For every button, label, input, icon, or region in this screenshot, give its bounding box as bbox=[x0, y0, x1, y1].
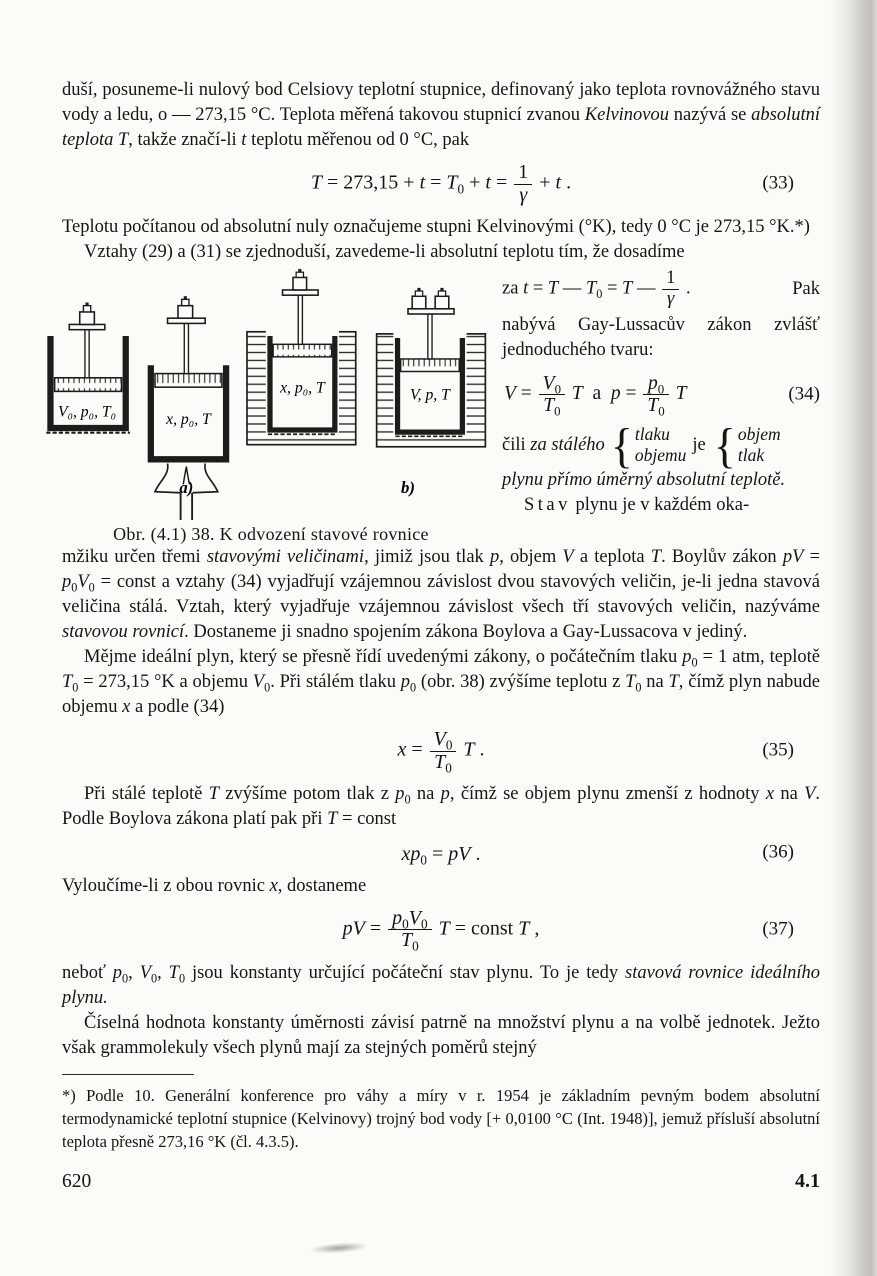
equation-35-body: x = $\frac{V_0}{T_0}$ T . bbox=[397, 728, 485, 776]
page-footer bbox=[62, 1170, 820, 1193]
brace-word-tlak: tlak bbox=[737, 445, 765, 466]
paragraph-state-quantities: mžiku určen třemi stavovými veličinami, jimiž jsou tlak p, objem V a teplota T. Boylův zákon pV = $p_0V_0$ = const a vztahy (34) vyjadřují vzájemnou závislost dvou stavových veličin, je-li jedna stavová veličina stálá. Vztah, který vyjadřuje vzájemnou závislost všech tří stavových veličin, nazýváme stavovou rovnicí. Dostaneme ji snadno spojením zákona Boylova a Gay-Lussacova v jediný. bbox=[62, 547, 821, 643]
paragraph-vztahy: Vztahy (29) a (31) se zjednoduší, zavedeme-li absolutní teplotu tím, že dosadíme bbox=[84, 242, 685, 263]
substitution-formula: za t = T — $T_0 = T$ — $\frac{1}{\gamma}$ . bbox=[502, 268, 691, 310]
cylinder-final-state-icon bbox=[377, 288, 486, 447]
cylinder-insulated-expanded-icon bbox=[247, 269, 356, 445]
substitution-pak: Pak bbox=[792, 279, 820, 300]
equation-33-number: (33) bbox=[762, 172, 794, 194]
equation-37 bbox=[62, 908, 820, 952]
figure-and-sidetext-row bbox=[40, 269, 820, 545]
brace-statement-tail: plynu přímo úměrný absolutní teplotě. bbox=[502, 470, 786, 491]
brace-pre-text: čili za stálého bbox=[502, 434, 605, 455]
equation-33-body: $T = 273,15 + t = T_0 + t$ = $\frac{1}{\gamma}$ + t . bbox=[310, 161, 572, 206]
scan-edge-shadow bbox=[829, 0, 877, 1276]
equation-34 bbox=[504, 373, 820, 419]
right-brace-glyph: { bbox=[713, 418, 736, 472]
equation-36-body: $xp_0$ = pV . bbox=[401, 842, 481, 868]
section-number: 4.1 bbox=[795, 1169, 820, 1192]
side-column bbox=[502, 269, 820, 518]
equation-33 bbox=[62, 162, 820, 206]
page-number: 620 bbox=[62, 1170, 92, 1192]
paragraph-intro: duší, posuneme-li nulový bod Celsiovy teplotní stupnice, definovaný jako teplota rovnovážného stavu vody a ledu, o — 273,15 °C. Teplota měřená takovou stupnicí zvanou Kelvinovou nazývá se absolutní teplota T, takže značí-li t teplotu měřenou od 0 °C, pak bbox=[62, 80, 820, 150]
footnote-divider bbox=[62, 1074, 194, 1075]
equation-36-number: (36) bbox=[762, 841, 794, 863]
brace-statement bbox=[502, 418, 820, 472]
paragraph-boyle: Při stálé teplotě T zvýšíme potom tlak z $p_0$ na p, čímž se objem plynu zmenší z hodnoty x na V. Podle Boylova zákona platí pak při T = const bbox=[62, 784, 820, 830]
cylinder-initial-state-icon bbox=[46, 303, 130, 433]
gay-lussac-intro: nabývá Gay-Lussacův zákon zvlášť jednoduchého tvaru: bbox=[502, 315, 820, 361]
equation-35 bbox=[62, 728, 820, 776]
equation-35-number: (35) bbox=[762, 739, 794, 761]
left-brace-glyph: { bbox=[610, 418, 633, 472]
brace-word-objem: objem bbox=[737, 424, 781, 445]
figure-part-b-label: b) bbox=[401, 477, 415, 497]
brace-word-objemu: objemu bbox=[634, 445, 687, 466]
stav-plynu-line: Stav plynu je v každém oka- bbox=[524, 495, 750, 516]
figure-part-a-label: a) bbox=[179, 477, 194, 497]
paragraph-eliminate-x: Vyloučíme-li z obou rovnic x, dostaneme bbox=[62, 875, 367, 896]
footnote-text: *) Podle 10. Generální konference pro váhy a míry v r. 1954 je základním pevným bodem absolutní termodynamické teplotní stupnice (Kelvinovy) trojný bod vody [+ 0,0100 °C (Int. 1948)], jemuž přísluší absolutní teplota přesně 273,16 °K (čl. 4.3.5). bbox=[62, 1085, 820, 1151]
cylinder1-label: V₀, p₀, T₀ bbox=[57, 403, 117, 421]
equation-34-body: V = $\frac{V_0}{T_0}$ T a p = $\frac{p_0}{T_0}$ T bbox=[504, 373, 687, 419]
gas-cylinders-illustration bbox=[40, 269, 500, 520]
figure-caption: Obr. (4.1) 38. K odvození stavové rovnice bbox=[113, 524, 429, 545]
figure-38 bbox=[40, 269, 502, 545]
brace-mid-text: je bbox=[692, 434, 706, 455]
equation-37-number: (37) bbox=[762, 918, 794, 940]
paragraph-constant: Číselná hodnota konstanty úměrnosti závisí patrně na množství plynu a na volbě jednotek. Ježto však grammolekuly všech plynů mají za stejných poměrů stejný bbox=[62, 1012, 820, 1058]
equation-36 bbox=[62, 841, 820, 868]
paragraph-state-equation: neboť $p_0$, $V_0$, $T_0$ jsou konstanty určující počáteční stav plynu. To je tedy stavová rovnice ideálního plynu. bbox=[62, 962, 821, 1008]
cylinder2-label: x, p₀, T bbox=[166, 410, 211, 428]
paragraph-kelvin: Teplotu počítanou od absolutní nuly označujeme stupni Kelvinovými (°K), tedy 0 °C je 273,15 °K.*) bbox=[62, 217, 810, 238]
equation-34-number: (34) bbox=[788, 383, 820, 405]
scan-smudge-mark bbox=[310, 1241, 369, 1255]
brace-word-tlaku: tlaku bbox=[634, 424, 670, 445]
substitution-line bbox=[502, 269, 820, 310]
equation-37-body: pV = $\frac{p_0V_0}{T_0}$ T = const T , bbox=[342, 906, 540, 954]
brace-stack-2 bbox=[738, 424, 781, 466]
brace-stack-1 bbox=[635, 424, 687, 466]
paragraph-ideal-gas: Mějme ideální plyn, který se přesně řídí uvedenými zákony, o počátečním tlaku $p_0 = 1$ atm, teplotě $T_0 = 273,15$ °K a objemu $V_0$. Při stálém tlaku $p_0$ (obr. 38) zvýšíme teplotu z $T_0$ na T, čímž plyn nabude objemu x a podle (34) bbox=[62, 647, 820, 718]
cylinder3-label: x, p₀, T bbox=[280, 379, 325, 397]
cylinder4-label: V, p, T bbox=[410, 386, 450, 404]
page-content bbox=[57, 78, 821, 1193]
